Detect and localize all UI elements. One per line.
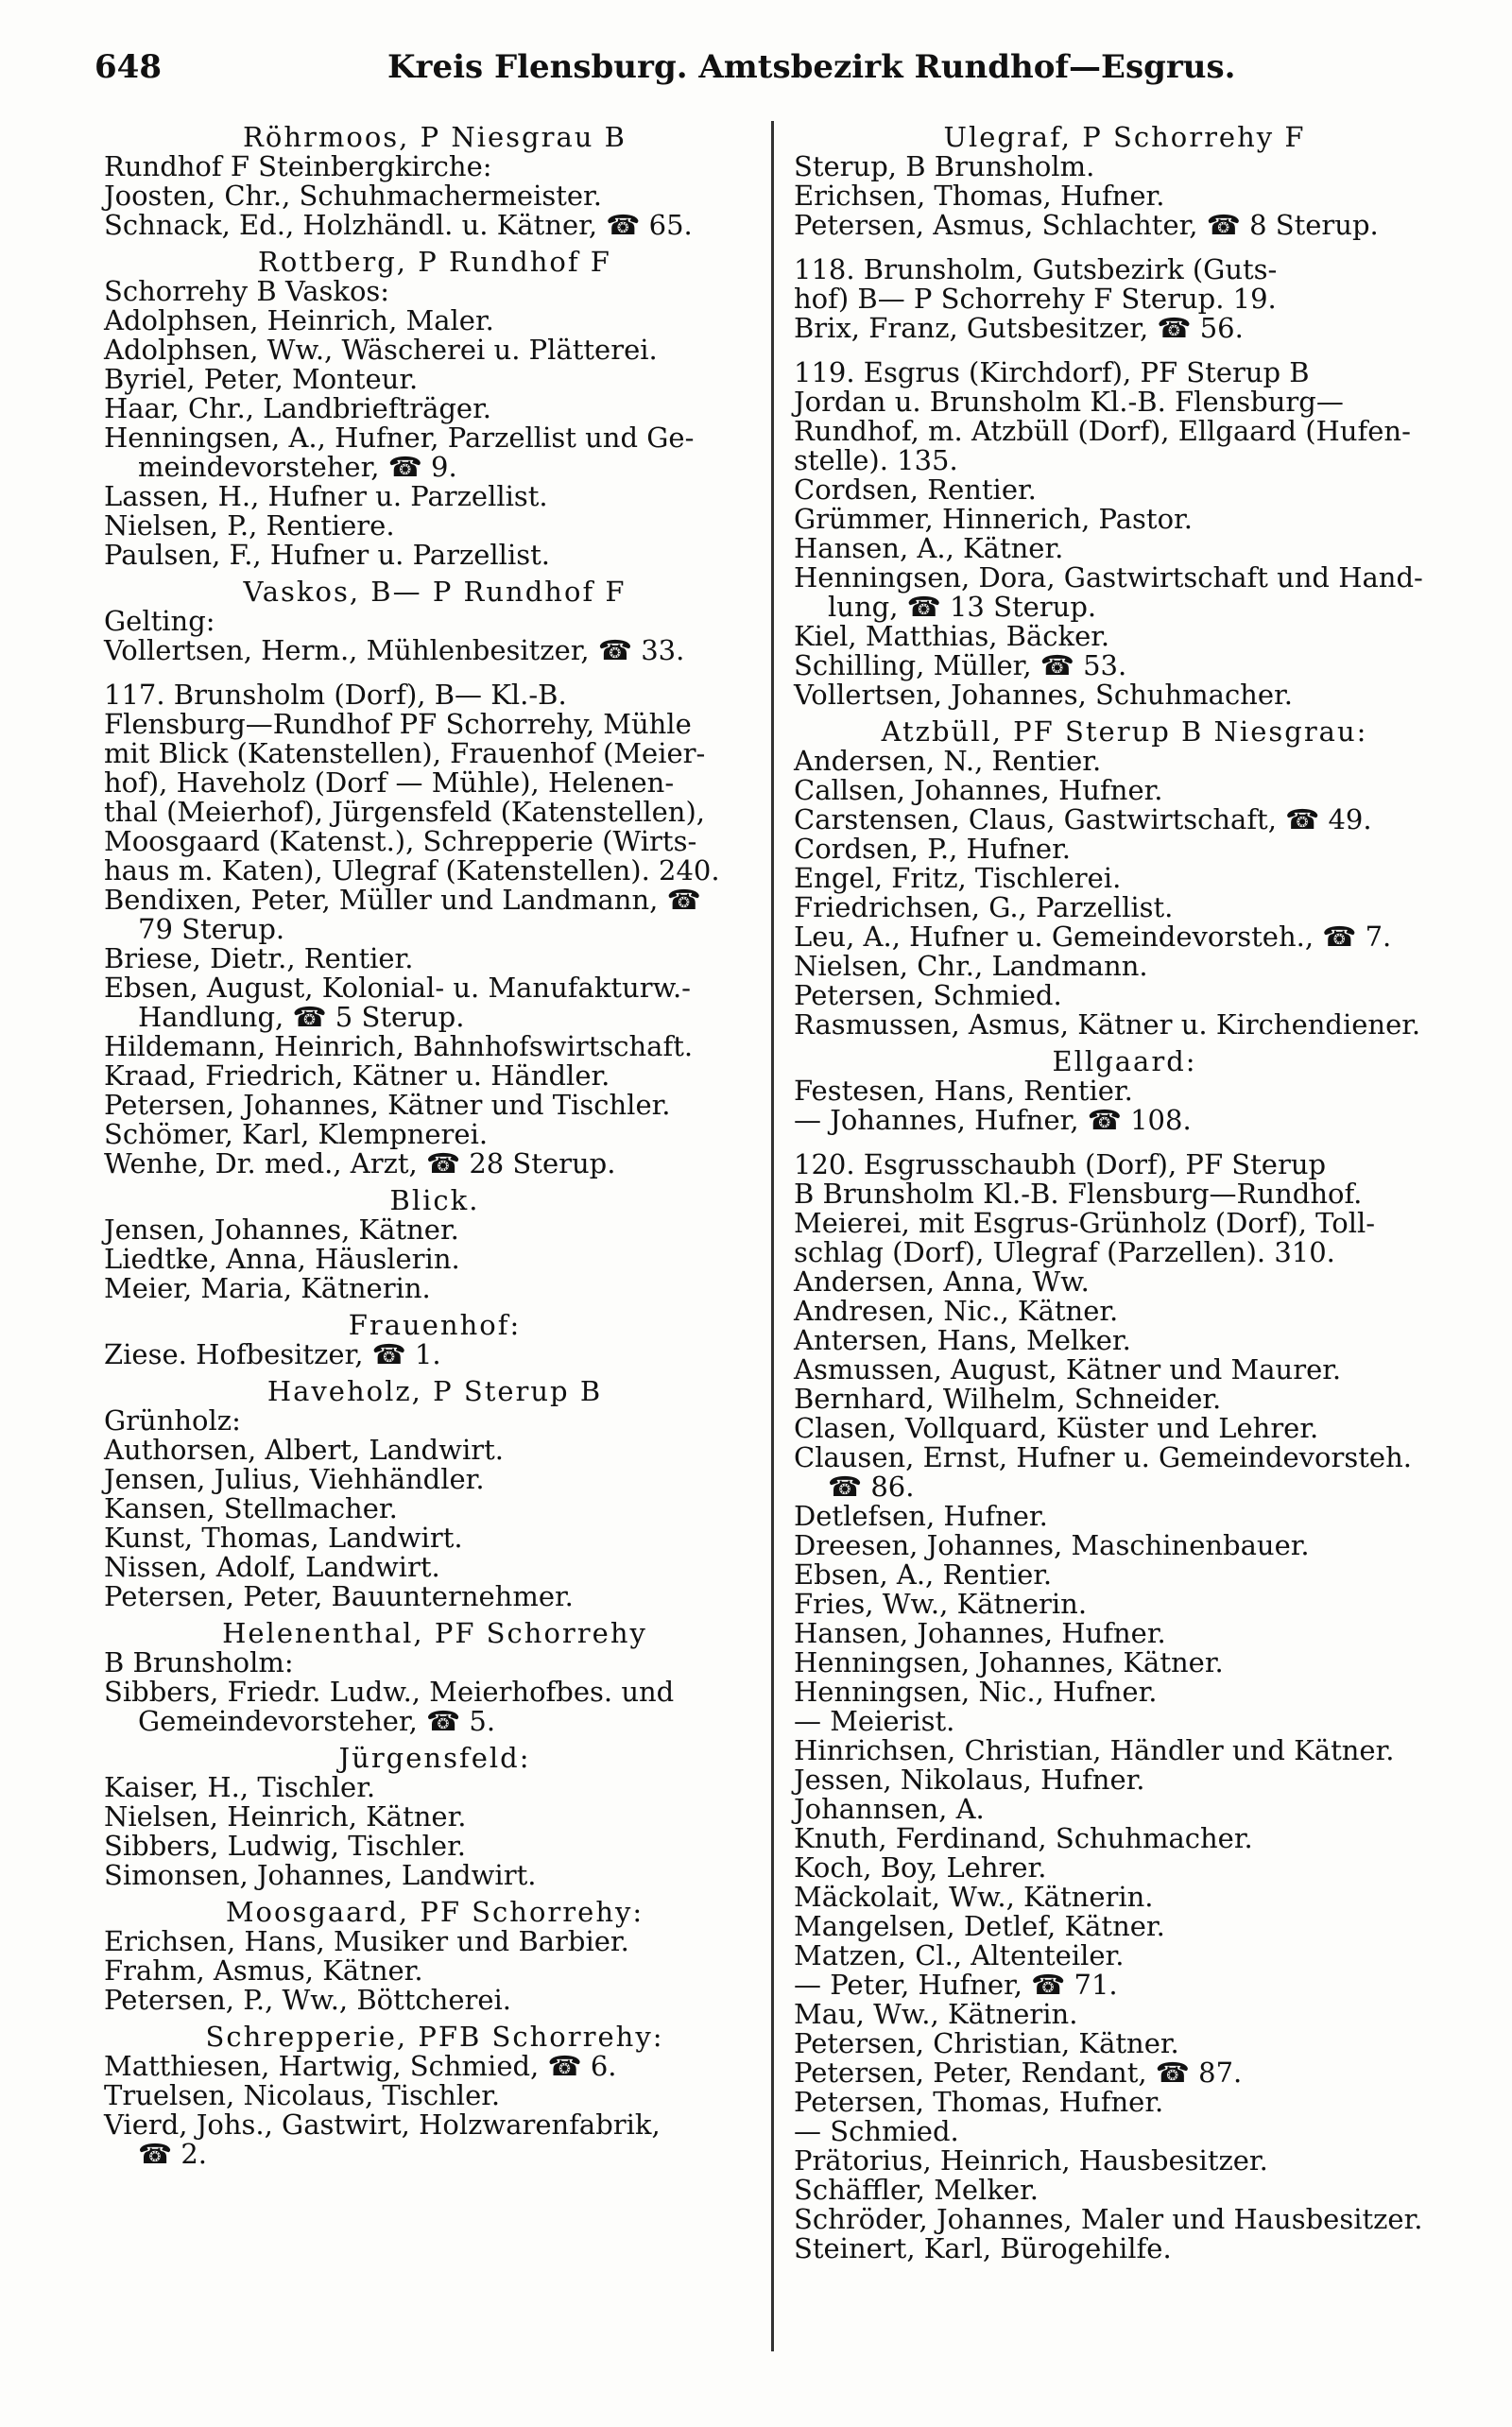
- directory-line: Matzen, Cl., Altenteiler.: [794, 1939, 1125, 1971]
- directory-line: B Brunsholm:: [104, 1646, 294, 1678]
- directory-line: 120. Esgrusschaubh (Dorf), PF Sterup: [794, 1148, 1327, 1180]
- directory-line: Brix, Franz, Gutsbesitzer, ☎ 56.: [794, 312, 1244, 344]
- directory-line: Moosgaard, PF Schorrehy:: [225, 1896, 644, 1928]
- directory-line: Andresen, Nic., Kätner.: [794, 1295, 1119, 1327]
- directory-line: Dreesen, Johannes, Maschinenbauer.: [794, 1529, 1310, 1561]
- directory-line: — Johannes, Hufner, ☎ 108.: [794, 1104, 1192, 1136]
- directory-line: Erichsen, Hans, Musiker und Barbier.: [104, 1925, 629, 1957]
- directory-line: Atzbüll, PF Sterup B Niesgrau:: [881, 715, 1368, 748]
- directory-line: Detlefsen, Hufner.: [794, 1500, 1048, 1532]
- directory-line: Gemeindevorsteher, ☎ 5.: [138, 1705, 496, 1737]
- directory-line: Ebsen, A., Rentier.: [794, 1558, 1053, 1591]
- directory-line: Jürgensfeld:: [338, 1742, 531, 1774]
- directory-line: Jensen, Julius, Viehhändler.: [104, 1463, 485, 1495]
- directory-line: Wenhe, Dr. med., Arzt, ☎ 28 Sterup.: [104, 1147, 616, 1179]
- directory-line: Petersen, Johannes, Kätner und Tischler.: [104, 1089, 671, 1121]
- directory-line: Moosgaard (Katenst.), Schrepperie (Wirts-: [104, 825, 697, 857]
- directory-line: lung, ☎ 13 Sterup.: [828, 591, 1097, 623]
- directory-line: Kansen, Stellmacher.: [104, 1492, 398, 1524]
- directory-line: Schnack, Ed., Holzhändl. u. Kätner, ☎ 65.: [104, 209, 693, 241]
- directory-line: Hildemann, Heinrich, Bahnhofswirtschaft.: [104, 1030, 694, 1062]
- directory-line: Nielsen, Heinrich, Kätner.: [104, 1800, 467, 1833]
- directory-line: Kiel, Matthias, Bäcker.: [794, 620, 1110, 652]
- page-title: Kreis Flensburg. Amtsbezirk Rundhof—Esgrus.: [387, 48, 1236, 86]
- directory-line: Paulsen, F., Hufner u. Parzellist.: [104, 539, 550, 571]
- directory-line: Petersen, P., Ww., Böttcherei.: [104, 1984, 512, 2016]
- directory-line: Rundhof, m. Atzbüll (Dorf), Ellgaard (Hufen-: [794, 415, 1411, 447]
- directory-line: 79 Sterup.: [138, 913, 285, 945]
- page-number: 648: [94, 48, 162, 86]
- directory-line: Sibbers, Ludwig, Tischler.: [104, 1830, 466, 1862]
- directory-line: Cordsen, P., Hufner.: [794, 833, 1071, 865]
- directory-line: Matthiesen, Hartwig, Schmied, ☎ 6.: [104, 2050, 617, 2082]
- directory-line: Andersen, N., Rentier.: [794, 745, 1102, 777]
- directory-line: Frahm, Asmus, Kätner.: [104, 1954, 423, 1987]
- column-divider: [771, 121, 774, 2351]
- directory-line: Rasmussen, Asmus, Kätner u. Kirchendiener.: [794, 1008, 1421, 1041]
- directory-line: Henningsen, Nic., Hufner.: [794, 1676, 1158, 1708]
- directory-line: Nissen, Adolf, Landwirt.: [104, 1551, 440, 1583]
- directory-line: Schäffler, Melker.: [794, 2174, 1039, 2206]
- directory-line: Adolphsen, Heinrich, Maler.: [104, 304, 494, 336]
- directory-line: Helenenthal, PF Schorrehy: [222, 1617, 647, 1649]
- directory-line: Ziese. Hofbesitzer, ☎ 1.: [104, 1338, 441, 1370]
- left-column: [104, 123, 765, 2169]
- directory-line: Röhrmoos, P Niesgrau B: [243, 121, 627, 153]
- directory-line: Andersen, Anna, Ww.: [794, 1265, 1090, 1298]
- directory-line: Jordan u. Brunsholm Kl.-B. Flensburg—: [794, 386, 1344, 418]
- directory-line: Petersen, Peter, Rendant, ☎ 87.: [794, 2057, 1243, 2089]
- directory-line: Grünholz:: [104, 1404, 241, 1437]
- directory-line: — Schmied.: [794, 2115, 959, 2147]
- directory-line: — Meierist.: [794, 1705, 955, 1737]
- directory-line: Liedtke, Anna, Häuslerin.: [104, 1243, 460, 1275]
- directory-line: Knuth, Ferdinand, Schuhmacher.: [794, 1822, 1253, 1854]
- page-header: [94, 48, 1436, 95]
- directory-line: Petersen, Thomas, Hufner.: [794, 2086, 1164, 2118]
- directory-line: Schömer, Karl, Klempnerei.: [104, 1118, 489, 1150]
- directory-line: Briese, Dietr., Rentier.: [104, 942, 414, 974]
- directory-line: Vierd, Johs., Gastwirt, Holzwarenfabrik,: [104, 2109, 661, 2141]
- directory-line: ☎ 86.: [828, 1471, 915, 1503]
- directory-line: ☎ 2.: [138, 2138, 208, 2170]
- directory-line: Mäckolait, Ww., Kätnerin.: [794, 1881, 1154, 1913]
- directory-line: Gelting:: [104, 605, 215, 637]
- right-column: [794, 123, 1455, 2263]
- directory-line: Leu, A., Hufner u. Gemeindevorsteh., ☎ 7.: [794, 921, 1392, 953]
- directory-line: — Peter, Hufner, ☎ 71.: [794, 1969, 1118, 2001]
- directory-line: haus m. Katen), Ulegraf (Katenstellen). 240.: [104, 854, 720, 886]
- directory-line: Authorsen, Albert, Landwirt.: [104, 1434, 504, 1466]
- directory-line: Antersen, Hans, Melker.: [794, 1324, 1131, 1356]
- directory-line: Hinrichsen, Christian, Händler und Kätner.: [794, 1734, 1395, 1766]
- directory-line: Schorrehy B Vaskos:: [104, 275, 390, 307]
- directory-line: Jensen, Johannes, Kätner.: [104, 1214, 459, 1246]
- directory-line: hof), Haveholz (Dorf — Mühle), Helenen-: [104, 766, 675, 799]
- directory-line: Bendixen, Peter, Müller und Landmann, ☎: [104, 884, 701, 916]
- directory-line: B Brunsholm Kl.-B. Flensburg—Rundhof.: [794, 1178, 1363, 1210]
- directory-line: Henningsen, Dora, Gastwirtschaft und Hand-: [794, 561, 1423, 594]
- directory-line: Henningsen, Johannes, Kätner.: [794, 1646, 1224, 1678]
- directory-line: Meier, Maria, Kätnerin.: [104, 1272, 431, 1304]
- directory-line: Simonsen, Johannes, Landwirt.: [104, 1859, 537, 1891]
- directory-line: Handlung, ☎ 5 Sterup.: [138, 1001, 465, 1033]
- directory-line: Petersen, Asmus, Schlachter, ☎ 8 Sterup.: [794, 209, 1379, 241]
- directory-line: Carstensen, Claus, Gastwirtschaft, ☎ 49.: [794, 803, 1372, 835]
- directory-line: Petersen, Christian, Kätner.: [794, 2027, 1179, 2059]
- directory-line: 118. Brunsholm, Gutsbezirk (Guts-: [794, 253, 1278, 285]
- directory-line: Nielsen, Chr., Landmann.: [794, 950, 1148, 982]
- directory-line: Byriel, Peter, Monteur.: [104, 363, 419, 395]
- directory-line: Rottberg, P Rundhof F: [258, 246, 611, 278]
- directory-line: Adolphsen, Ww., Wäscherei u. Plätterei.: [104, 334, 658, 366]
- directory-line: Nielsen, P., Rentiere.: [104, 509, 395, 542]
- directory-line: Ellgaard:: [1052, 1045, 1197, 1077]
- directory-line: Johannsen, A.: [794, 1793, 985, 1825]
- directory-line: Flensburg—Rundhof PF Schorrehy, Mühle: [104, 708, 692, 740]
- directory-line: Erichsen, Thomas, Hufner.: [794, 180, 1165, 212]
- directory-line: Kraad, Friedrich, Kätner u. Händler.: [104, 1059, 610, 1092]
- directory-line: Bernhard, Wilhelm, Schneider.: [794, 1383, 1222, 1415]
- directory-line: Vollertsen, Johannes, Schuhmacher.: [794, 679, 1293, 711]
- directory-line: Hansen, Johannes, Hufner.: [794, 1617, 1166, 1649]
- directory-line: Rundhof F Steinbergkirche:: [104, 150, 492, 182]
- directory-line: Petersen, Peter, Bauunternehmer.: [104, 1580, 574, 1612]
- directory-line: Jessen, Nikolaus, Hufner.: [794, 1764, 1145, 1796]
- directory-line: Cordsen, Rentier.: [794, 473, 1037, 506]
- directory-line: Asmussen, August, Kätner und Maurer.: [794, 1353, 1342, 1386]
- directory-line: Schilling, Müller, ☎ 53.: [794, 649, 1127, 681]
- directory-line: Joosten, Chr., Schuhmachermeister.: [104, 180, 602, 212]
- directory-line: Engel, Fritz, Tischlerei.: [794, 862, 1122, 894]
- directory-line: Meierei, mit Esgrus-Grünholz (Dorf), Toll-: [794, 1207, 1376, 1239]
- directory-line: Festesen, Hans, Rentier.: [794, 1075, 1133, 1107]
- directory-line: thal (Meierhof), Jürgensfeld (Katenstellen),: [104, 796, 705, 828]
- directory-line: Ebsen, August, Kolonial- u. Manufakturw.-: [104, 972, 691, 1004]
- directory-line: schlag (Dorf), Ulegraf (Parzellen). 310.: [794, 1236, 1335, 1268]
- directory-line: mit Blick (Katenstellen), Frauenhof (Meier-: [104, 737, 706, 769]
- directory-line: Mau, Ww., Kätnerin.: [794, 1998, 1078, 2030]
- directory-line: Sterup, B Brunsholm.: [794, 150, 1095, 182]
- directory-line: Grümmer, Hinnerich, Pastor.: [794, 503, 1193, 535]
- directory-line: Kunst, Thomas, Landwirt.: [104, 1522, 463, 1554]
- directory-line: Kaiser, H., Tischler.: [104, 1771, 376, 1803]
- directory-line: Frauenhof:: [348, 1309, 522, 1341]
- directory-line: Fries, Ww., Kätnerin.: [794, 1588, 1088, 1620]
- directory-line: Koch, Boy, Lehrer.: [794, 1851, 1047, 1884]
- directory-line: Lassen, H., Hufner u. Parzellist.: [104, 480, 548, 512]
- directory-line: Mangelsen, Detlef, Kätner.: [794, 1910, 1165, 1942]
- directory-line: Vaskos, B— P Rundhof F: [243, 576, 627, 608]
- directory-line: Schrepperie, PFB Schorrehy:: [205, 2021, 664, 2053]
- directory-line: stelle). 135.: [794, 444, 958, 476]
- directory-line: Henningsen, A., Hufner, Parzellist und Ge-: [104, 422, 695, 454]
- directory-line: Friedrichsen, G., Parzellist.: [794, 891, 1174, 923]
- directory-line: Haveholz, P Sterup B: [266, 1375, 603, 1407]
- directory-line: hof) B— P Schorrehy F Sterup. 19.: [794, 283, 1277, 315]
- directory-line: Sibbers, Friedr. Ludw., Meierhofbes. und: [104, 1676, 675, 1708]
- directory-line: Schröder, Johannes, Maler und Hausbesitzer.: [794, 2203, 1423, 2235]
- directory-line: Vollertsen, Herm., Mühlenbesitzer, ☎ 33.: [104, 634, 685, 666]
- directory-line: Clasen, Vollquard, Küster und Lehrer.: [794, 1412, 1319, 1444]
- directory-line: meindevorsteher, ☎ 9.: [138, 451, 457, 483]
- directory-line: 119. Esgrus (Kirchdorf), PF Sterup B: [794, 356, 1310, 388]
- directory-line: Truelsen, Nicolaus, Tischler.: [104, 2079, 501, 2111]
- directory-line: Steinert, Karl, Bürogehilfe.: [794, 2232, 1172, 2264]
- directory-line: Blick.: [389, 1184, 480, 1216]
- directory-line: Petersen, Schmied.: [794, 979, 1062, 1011]
- directory-line: Clausen, Ernst, Hufner u. Gemeindevorsteh.: [794, 1441, 1412, 1473]
- directory-line: Prätorius, Heinrich, Hausbesitzer.: [794, 2144, 1268, 2177]
- directory-line: Ulegraf, P Schorrehy F: [943, 121, 1306, 153]
- directory-line: Callsen, Johannes, Hufner.: [794, 774, 1163, 806]
- directory-line: Haar, Chr., Landbriefträger.: [104, 392, 491, 424]
- directory-line: 117. Brunsholm (Dorf), B— Kl.-B.: [104, 679, 567, 711]
- directory-line: Hansen, A., Kätner.: [794, 532, 1064, 564]
